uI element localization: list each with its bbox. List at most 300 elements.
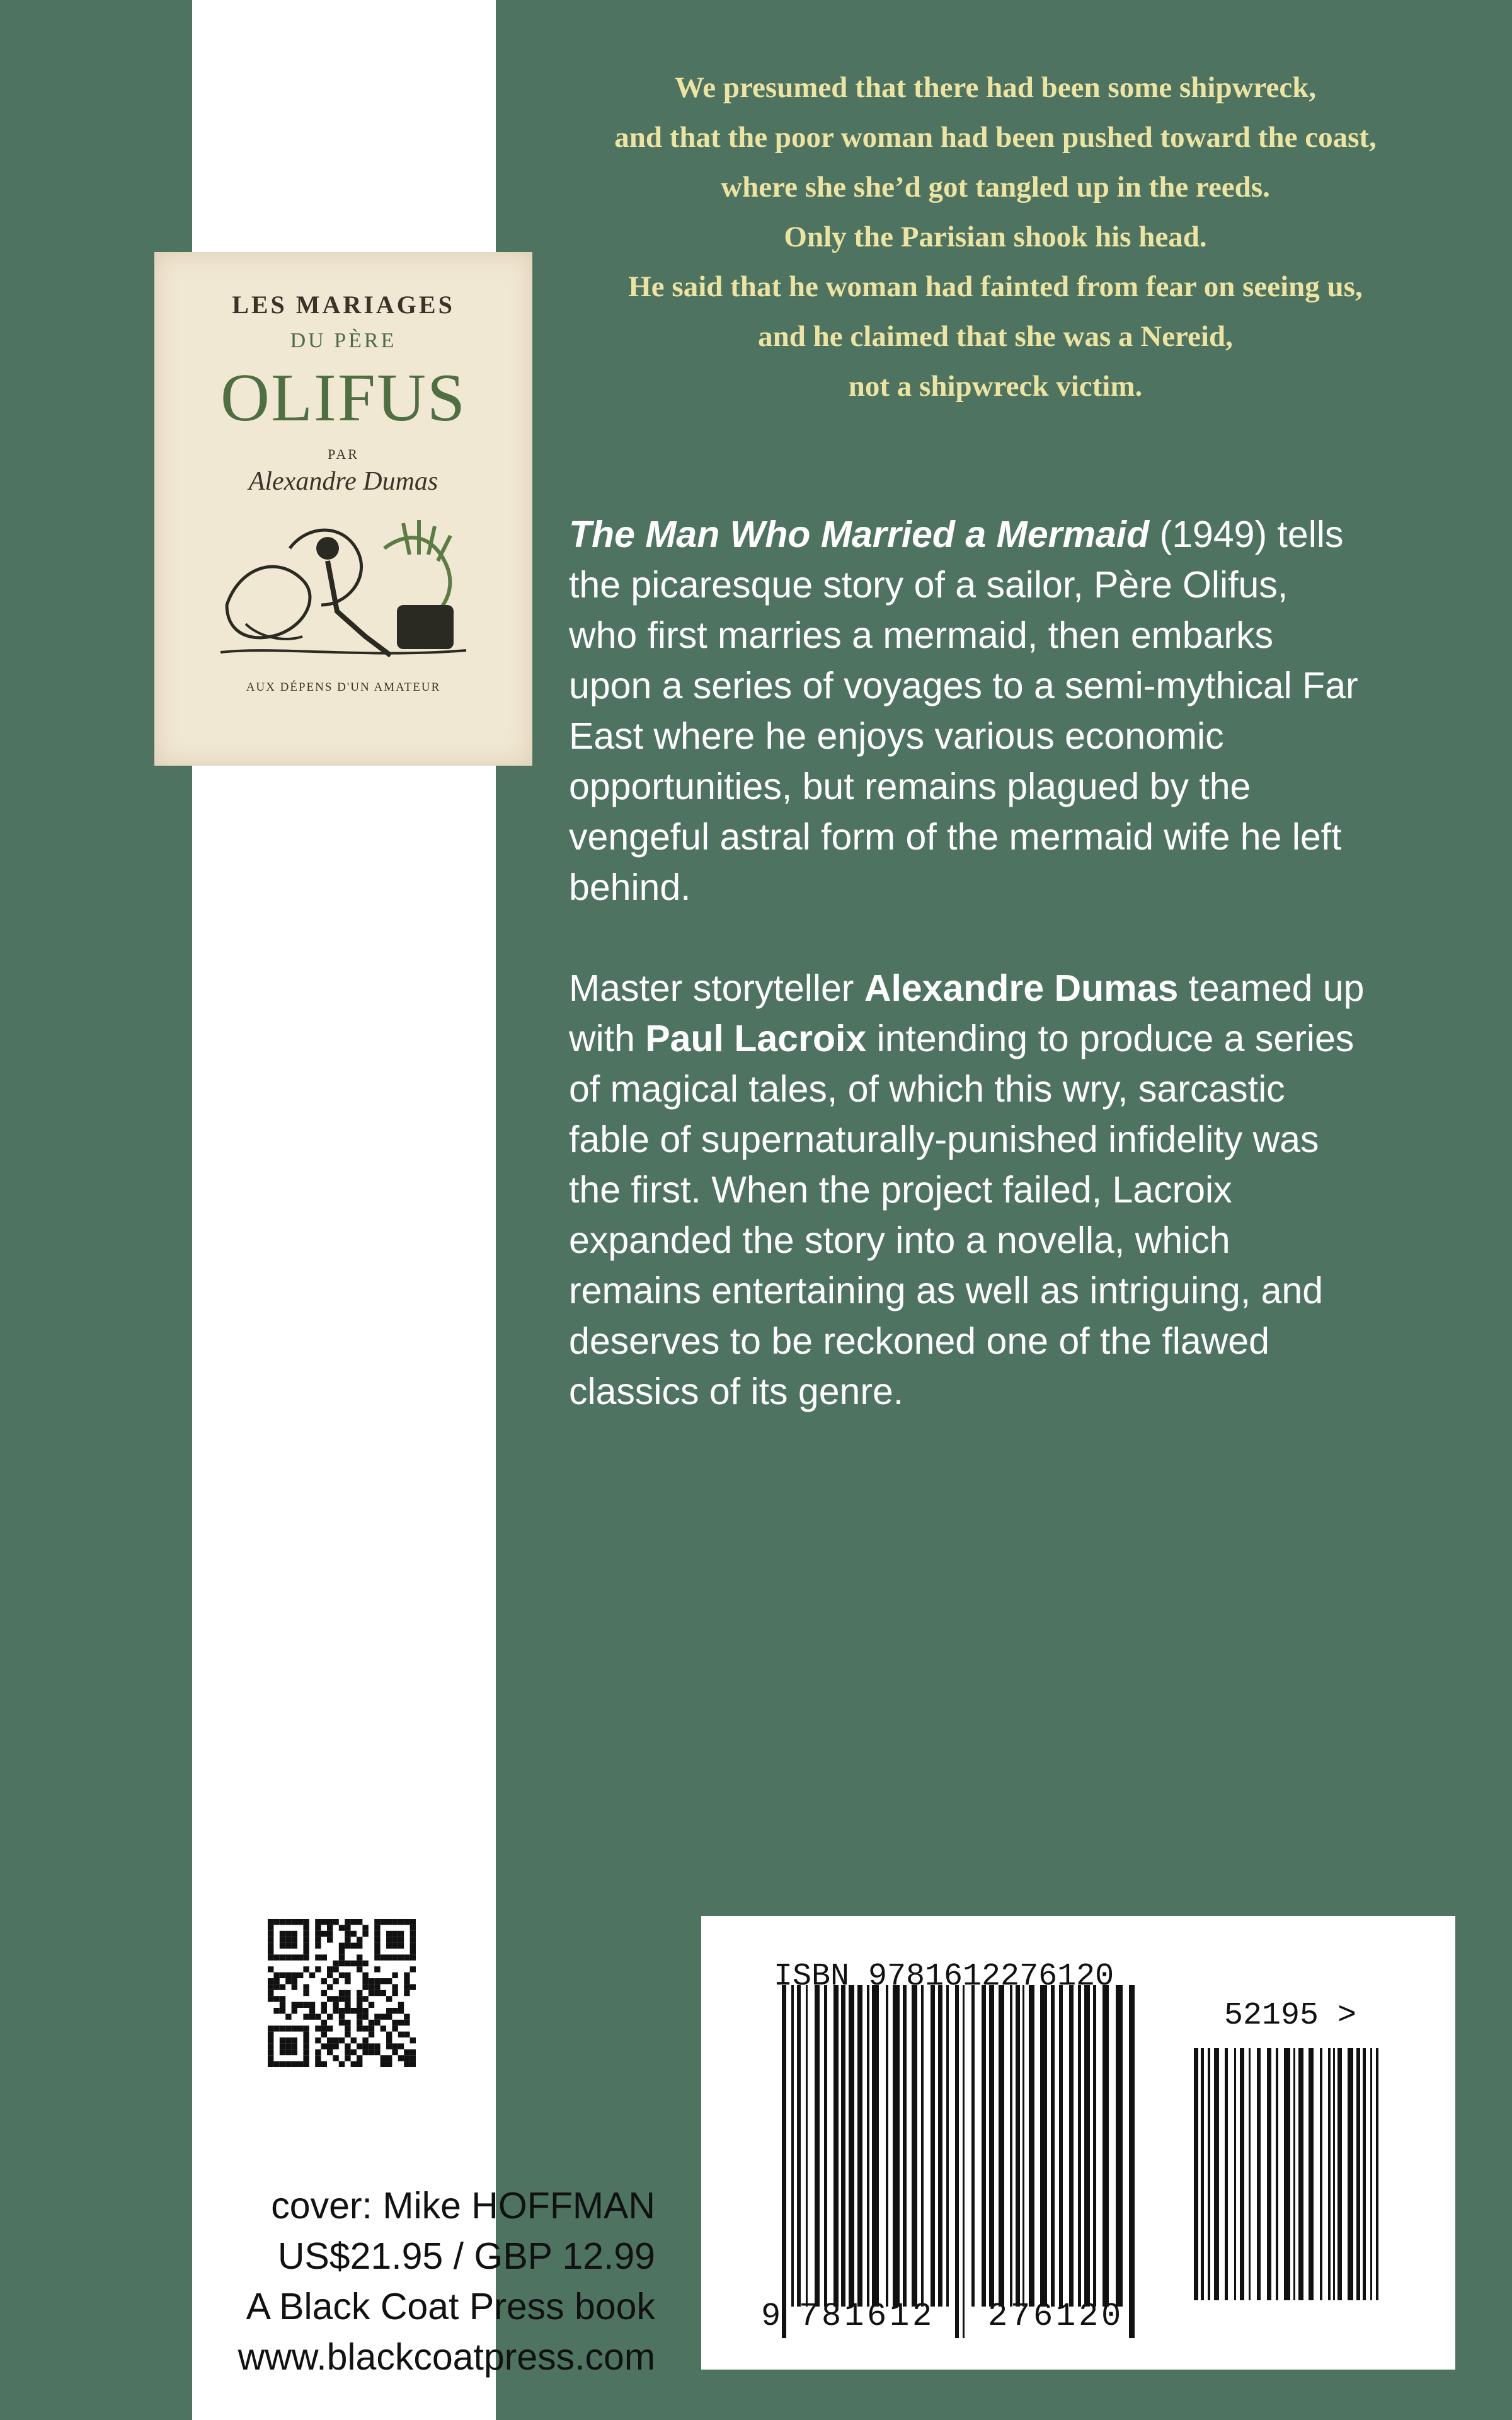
qr-module [292,1919,297,1925]
qr-module [404,1984,410,1990]
qr-module [374,1919,380,1925]
qr-module [392,1954,398,1960]
qr-module [321,2025,327,2031]
qr-module [321,2061,327,2067]
qr-module [357,1961,362,1966]
qr-module [327,1973,333,1978]
qr-module [410,1919,416,1925]
text-segment: Paul Lacroix [645,1018,867,1059]
qr-module [357,1943,362,1949]
qr-module [404,2055,410,2061]
qr-module [362,2008,368,2014]
qr-module [292,1984,297,1990]
qr-module [404,2049,410,2055]
qr-module [362,1931,368,1937]
barcode-bar [1116,1985,1123,2307]
qr-module [273,1978,279,1984]
qr-module [321,2008,327,2014]
qr-module [303,2002,309,2008]
barcode-bar [912,1985,917,2307]
qr-module [273,1954,279,1960]
barcode-bar [1214,2048,1219,2300]
qr-module [268,1925,273,1930]
paragraph-line [569,1013,1470,1064]
text-segment: Master storyteller [569,967,864,1009]
qr-module [292,1978,297,1984]
qr-module [369,2032,374,2037]
qr-module [398,2043,404,2049]
qr-module [321,2043,327,2049]
qr-module [292,2061,297,2067]
qr-module [297,2025,303,2031]
qr-module [345,1996,350,2002]
qr-module [303,2049,309,2055]
qr-module [404,1990,410,1996]
qr-module [357,2008,362,2014]
barcode-bar [1363,2048,1366,2300]
qr-module [303,1925,309,1930]
text-segment: The Man Who Married a Mermaid [569,514,1150,555]
qr-module [374,1954,380,1960]
qr-module [292,2025,297,2031]
qr-module [327,1919,333,1925]
qr-module [404,1919,410,1925]
barcode-bar [893,1985,900,2307]
qr-module [404,2014,410,2019]
text-segment: intending to produce a series [866,1018,1354,1059]
qr-module [369,2002,374,2008]
qr-module [362,2049,368,2055]
qr-module [285,2037,291,2043]
barcode-digit: 2 [988,2298,1008,2335]
barcode-bar [971,1985,975,2307]
barcode-bar [1337,2048,1342,2300]
qr-module [404,1954,410,1960]
qr-module [273,1996,279,2002]
barcode-bar [797,1985,801,2307]
paragraph-line [569,862,1470,913]
qr-module [315,1943,321,1949]
qr-module [303,1984,309,1990]
text-segment: the picaresque story of a sailor, Père Olifus, [569,564,1288,606]
qr-module [309,2014,315,2019]
text-segment: East where he enjoys various economic [569,715,1224,757]
qr-module [374,1984,380,1990]
barcode-bar [1376,2048,1378,2300]
barcode-bar [1309,2048,1314,2300]
qr-module [357,1937,362,1942]
barcode-bar [1102,1985,1109,2307]
qr-module [280,1919,285,1925]
qr-module [392,2049,398,2055]
qr-module [410,2061,416,2067]
qr-module [327,1937,333,1942]
qr-module [386,1996,392,2002]
qr-module [357,1919,362,1925]
text-segment: deserves to be reckoned one of the flawed [569,1320,1269,1362]
text-segment: expanded the story into a novella, which [569,1219,1230,1261]
qr-module [374,1990,380,1996]
qr-module [303,1949,309,1954]
qr-module [374,1931,380,1937]
qr-module [357,1966,362,1972]
qr-module [333,1996,338,2002]
paragraph-line [569,1064,1470,1114]
barcode-bar [1051,1985,1055,2307]
qr-module [392,2020,398,2025]
qr-module [404,2061,410,2067]
barcode-bar [1298,2048,1303,2300]
qr-module [315,1954,321,1960]
barcode-digit: 1 [1056,2298,1076,2335]
qr-module [404,2020,410,2025]
qr-module [410,1931,416,1937]
qr-module [339,1954,345,1960]
qr-module [374,1943,380,1949]
qr-module [268,1954,273,1960]
qr-module [392,1919,398,1925]
qr-module [321,1931,327,1937]
paragraph-line [569,1114,1470,1165]
barcode-bar [1370,2048,1372,2300]
qr-module [357,1990,362,1996]
qr-module [285,2025,291,2031]
qr-module [280,2008,285,2014]
qr-module [268,1949,273,1954]
qr-module [333,1961,338,1966]
qr-module [285,2014,291,2019]
credit-line: A Black Coat Press book [246,2286,655,2327]
qr-module [297,1954,303,1960]
qr-module [303,1954,309,1960]
qr-module [345,1931,350,1937]
qr-module [333,1966,338,1972]
qr-module [362,2025,368,2031]
qr-module [398,2055,404,2061]
barcode-bar [1059,1985,1063,2307]
qr-module [345,2043,350,2049]
qr-module [280,1984,285,1990]
qr-module [381,2014,386,2019]
qr-module [303,1919,309,1925]
qr-module [292,2049,297,2055]
barcode-digit: 2 [1079,2298,1099,2335]
qr-module [339,2037,345,2043]
qr-module [381,1990,386,1996]
qr-module [339,1943,345,1949]
qr-module [351,2049,357,2055]
barcode-bar [1320,2048,1322,2300]
qr-module [351,1943,357,1949]
barcode-bar [1225,2048,1228,2300]
qr-module [345,2032,350,2037]
qr-module [339,1996,345,2002]
barcode-digits [761,2298,1202,2338]
qr-module [303,1990,309,1996]
qr-module [386,1978,392,1984]
qr-module [392,1984,398,1990]
barcode-bar [1284,2048,1290,2300]
qr-module [381,2025,386,2031]
qr-module [351,2037,357,2043]
qr-module [374,2014,380,2019]
barcode-bar [1348,2048,1353,2300]
qr-module [345,2020,350,2025]
qr-module [327,2025,333,2031]
barcode-bar [849,1985,854,2307]
qr-module [292,2002,297,2008]
barcode-digit: 8 [822,2298,842,2335]
paragraph-line [569,812,1470,862]
qr-module [345,2025,350,2031]
qr-module [392,2025,398,2031]
qr-module [357,1954,362,1960]
barcode-bar [1208,2048,1210,2300]
qr-module [315,2061,321,2067]
qr-module [303,2032,309,2037]
qr-module [410,1943,416,1949]
qr-module [351,2061,357,2067]
qr-module [268,1984,273,1990]
barcode-digit: 0 [1101,2298,1121,2335]
qr-module [280,1973,285,1978]
barcode-bar [872,1985,879,2307]
qr-module [268,1919,273,1925]
qr-module [297,2002,303,2008]
qr-module [398,1931,404,1937]
qr-module [369,1978,374,1984]
barcode-bar [1016,1985,1020,2307]
qr-module [315,2037,321,2043]
qr-module [321,1978,327,1984]
qr-module [345,1990,350,1996]
qr-module [327,1996,333,2002]
qr-module [303,2055,309,2061]
qr-module [362,1973,368,1978]
epigraph-quote [529,63,1462,412]
qr-module [292,2043,297,2049]
barcode-bar [1093,1985,1096,2307]
barcode-digit: 9 [761,2298,781,2335]
qr-module [280,2061,285,2067]
paragraph-line [569,1316,1470,1366]
qr-module [339,2020,345,2025]
qr-module [369,1984,374,1990]
qr-module [351,1919,357,1925]
qr-module [321,1954,327,1960]
quote-line: and that the poor woman had been pushed toward the coast, [614,121,1377,154]
qr-module [309,2002,315,2008]
qr-module [315,1931,321,1937]
qr-module [381,1978,386,1984]
qr-module [303,2043,309,2049]
qr-module [280,1937,285,1942]
barcode-bar [999,1985,1004,2307]
text-segment: vengeful astral form of the mermaid wife he left [569,816,1342,858]
quote-line: He said that he woman had fainted from fear on seeing us, [628,270,1363,303]
qr-module [392,2043,398,2049]
qr-module [273,1984,279,1990]
barcode-bar [867,1985,869,2307]
text-segment: Alexandre Dumas [864,967,1179,1009]
qr-module [327,2014,333,2019]
qr-module [315,2014,321,2019]
barcode-bar [1240,2048,1244,2300]
qr-module [381,2055,386,2061]
qr-module [392,1990,398,1996]
qr-code [268,1919,416,2067]
qr-module [321,1919,327,1925]
qr-module [285,1973,291,1978]
qr-module [398,2002,404,2008]
text-segment: upon a series of voyages to a semi-mythical Far [569,665,1358,706]
qr-module [303,1931,309,1937]
qr-module [345,1925,350,1930]
paragraph-line [569,509,1470,560]
barcode-bar [1078,1985,1081,2307]
qr-module [398,1919,404,1925]
credit-line: www.blackcoatpress.com [238,2336,655,2378]
paragraph-line [569,1265,1470,1316]
barcode-bar [1267,2048,1271,2300]
qr-module [327,1925,333,1930]
qr-module [339,1961,345,1966]
qr-module [398,2008,404,2014]
qr-module [362,2037,368,2043]
barcode-bar [1084,1985,1090,2307]
qr-module [327,1966,333,1972]
cover-subtitle-line: DU PÈRE [290,329,397,352]
qr-module [339,2014,345,2019]
qr-module [362,1925,368,1930]
barcode-bar [824,1985,827,2307]
barcode-bar [1069,1985,1074,2307]
qr-module [280,1943,285,1949]
qr-module [268,2061,273,2067]
qr-module [303,2014,309,2019]
qr-module [362,1996,368,2002]
qr-module [273,2061,279,2067]
qr-module [303,1943,309,1949]
barcode-bar [1328,2048,1331,2300]
barcode-bar [1234,2048,1236,2300]
barcode-bar [815,1985,820,2307]
qr-module [315,1919,321,1925]
qr-module [410,1949,416,1954]
qr-module [374,2049,380,2055]
barcode-bar [1293,2048,1295,2300]
paragraph-line [569,711,1470,761]
qr-module [303,1966,309,1972]
qr-module [268,1966,273,1972]
qr-module [410,1966,416,1972]
qr-module [321,2002,327,2008]
qr-module [303,2037,309,2043]
qr-module [381,2061,386,2067]
text-segment: remains entertaining as well as intriguing, and [569,1270,1324,1311]
text-segment: the first. When the project failed, Lacroix [569,1169,1232,1211]
qr-module [327,2037,333,2043]
qr-module [315,2055,321,2061]
paragraph-line [569,560,1470,610]
qr-module [268,2049,273,2055]
quote-line: where she she’d got tangled up in the reeds. [721,171,1270,204]
qr-module [292,1943,297,1949]
barcode-digit: 7 [799,2298,819,2335]
qr-module [392,1943,398,1949]
qr-module [362,2014,368,2019]
qr-module [386,1919,392,1925]
qr-module [333,2037,338,2043]
qr-module [285,1919,291,1925]
qr-module [357,2020,362,2025]
qr-module [327,2049,333,2055]
text-segment: opportunities, but remains plagued by the [569,766,1251,807]
qr-module [410,1954,416,1960]
barcode-bar [791,1985,794,2307]
qr-module [374,2020,380,2025]
qr-module [362,1961,368,1966]
qr-module [410,1925,416,1930]
qr-module [374,1937,380,1942]
cover-series-line: LES MARIAGES [232,291,455,319]
qr-module [315,1966,321,1972]
qr-module [374,1978,380,1984]
qr-module [339,1990,345,1996]
qr-module [404,2032,410,2037]
text-segment: behind. [569,867,691,908]
qr-module [333,2043,338,2049]
qr-module [410,1984,416,1990]
qr-module [351,1961,357,1966]
qr-module [386,1954,392,1960]
qr-module [273,1973,279,1978]
qr-module [285,2049,291,2055]
qr-module [398,2020,404,2025]
paragraph-line [569,761,1470,812]
barcode-bar [1276,2048,1278,2300]
qr-module [345,1978,350,1984]
qr-module [285,1937,291,1942]
qr-module [280,2002,285,2008]
barcode-digit: 6 [1033,2298,1053,2335]
qr-module [309,2008,315,2014]
qr-module [268,1990,273,1996]
barcode-bar [841,1985,845,2307]
qr-module [268,1978,273,1984]
qr-module [398,1954,404,1960]
paragraph-line [569,1215,1470,1265]
barcode-bar [989,1985,994,2307]
qr-module [315,1937,321,1942]
text-segment: teamed up [1178,967,1365,1009]
description-paragraph-1 [569,509,1470,913]
barcode-bar [1333,2048,1335,2300]
qr-module [386,2061,392,2067]
qr-module [374,1925,380,1930]
qr-module [292,1931,297,1937]
qr-module [369,2043,374,2049]
qr-module [410,1937,416,1942]
qr-module [285,1943,291,1949]
text-segment: with [569,1018,646,1059]
qr-module [280,2025,285,2031]
qr-module [369,2049,374,2055]
qr-module [303,2025,309,2031]
barcode-bar [782,1985,786,2338]
barcode-bar [1249,2048,1251,2300]
qr-module [303,1937,309,1942]
